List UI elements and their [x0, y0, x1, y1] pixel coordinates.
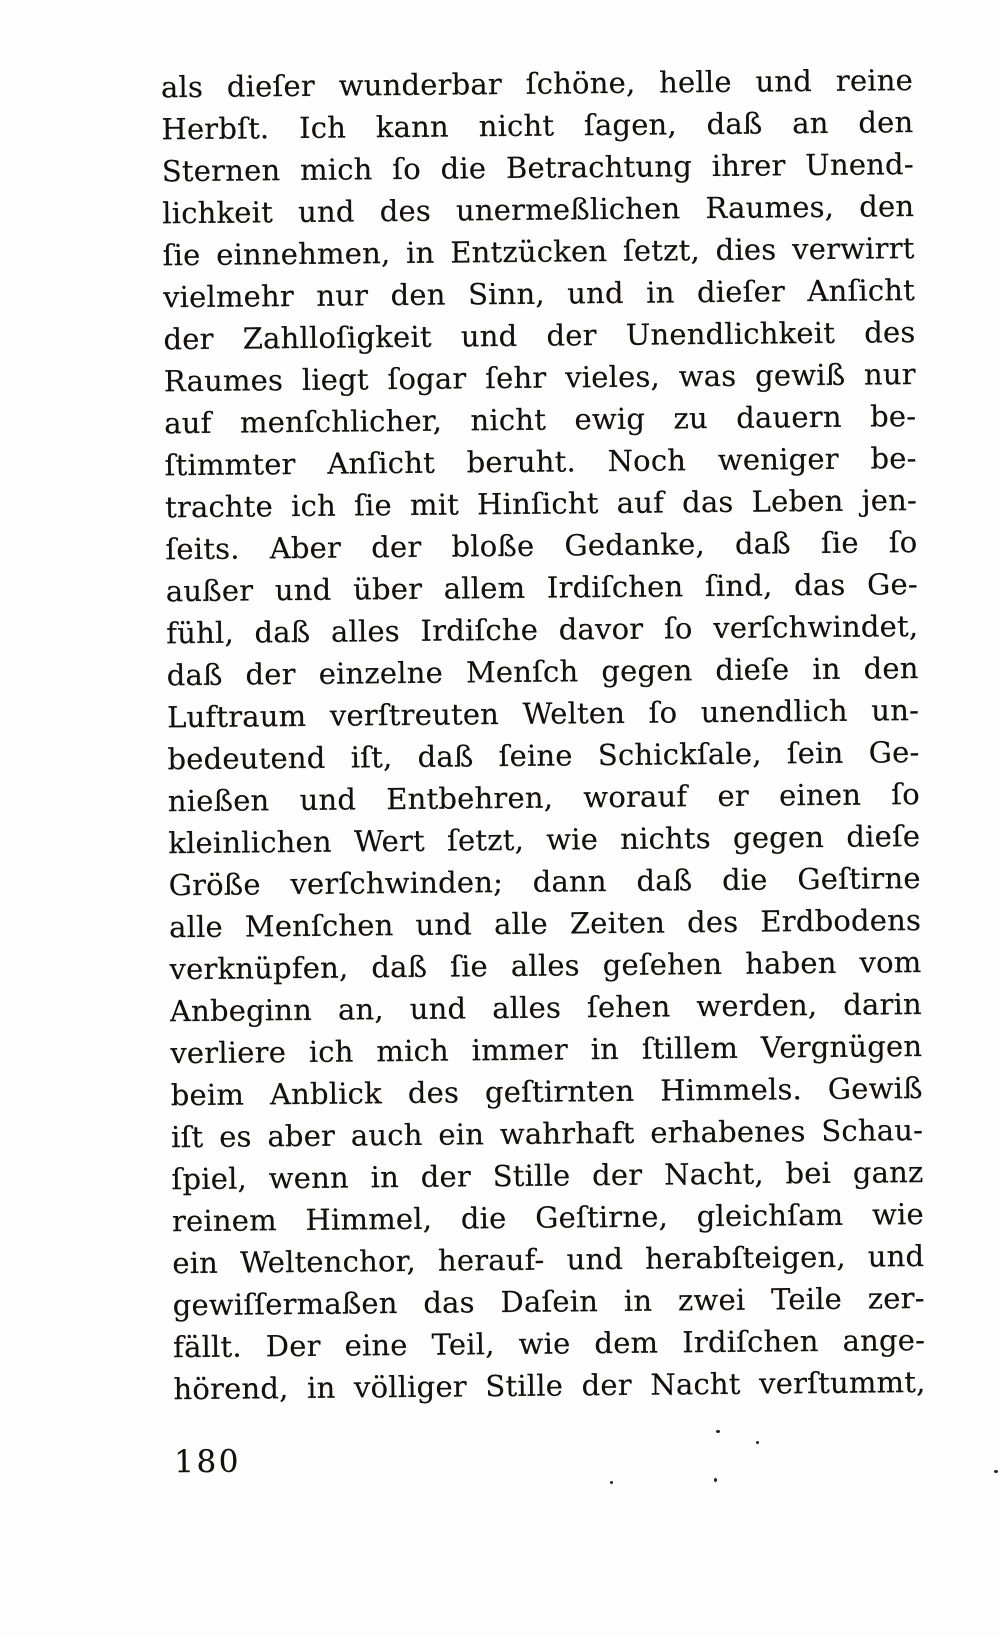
text-line: Luftraum verſtreuten Welten ſo unendlich un-	[166, 692, 920, 735]
text-line: außer und über allem Irdiſchen ſind, das Ge-	[165, 566, 918, 609]
text-line: vielmehr nur den Sinn, und in dieſer Anſicht	[162, 272, 916, 315]
text-line: verliere ich mich immer in ſtillem Vergnügen	[170, 1028, 923, 1071]
scan-speck	[994, 1470, 998, 1473]
text-line: alle Menſchen und alle Zeiten des Erdbodens	[168, 902, 922, 945]
text-line: beim Anblick des geſtirnten Himmels. Gewiß	[170, 1070, 923, 1113]
text-line: Anbeginn an, und alles ſehen werden, darin	[169, 986, 922, 1029]
scan-speck	[716, 1430, 720, 1433]
text-block	[161, 59, 926, 1410]
text-line: Sternen mich ſo die Betrachtung ihrer Unend-	[161, 146, 914, 189]
text-line: verknüpfen, daß ſie alles geſehen haben vom	[169, 944, 922, 987]
text-line: fällt. Der eine Teil, wie dem Irdiſchen ange-	[172, 1322, 926, 1365]
text-line: als dieſer wunderbar ſchöne, helle und reine	[160, 63, 914, 105]
text-line: ein Weltenchor, herauf- und herabſteigen, und	[172, 1238, 925, 1281]
text-line: kleinlichen Wert ſetzt, wie nichts gegen dieſe	[168, 818, 921, 861]
text-line: ſie einnehmen, in Entzücken ſetzt, dies verwirrt	[162, 230, 915, 273]
scan-speck	[610, 1481, 613, 1484]
text-line: nießen und Entbehren, worauf er einen ſo	[167, 776, 920, 819]
scan-speck	[714, 1478, 717, 1482]
text-line: trachte ich ſie mit Hinſicht auf das Leben jen-	[164, 482, 918, 525]
text-line: ſpiel, wenn in der Stille der Nacht, bei ganz	[171, 1154, 924, 1197]
text-line: Raumes liegt ſogar ſehr vieles, was gewiß nur	[163, 356, 916, 399]
text-line: auf menſchlicher, nicht ewig zu dauern be-	[164, 398, 917, 441]
text-line: iſt es aber auch ein wahrhaft erhabenes Schau-	[170, 1112, 924, 1155]
text-line: daß der einzelne Menſch gegen dieſe in den	[166, 650, 919, 693]
text-line: hörend, in völliger Stille der Nacht verſtummt,	[173, 1364, 926, 1407]
scan-speck	[756, 1441, 759, 1444]
text-line: ſeits. Aber der bloße Gedanke, daß ſie ſo	[165, 524, 918, 567]
page-number: 180	[173, 1443, 242, 1481]
text-line: fühl, daß alles Irdiſche davor ſo verſchwindet,	[166, 608, 919, 651]
text-line: der Zahlloſigkeit und der Unendlichkeit des	[163, 314, 916, 357]
text-line: reinem Himmel, die Geſtirne, gleichſam wie	[171, 1196, 924, 1239]
text-line: bedeutend iſt, daß ſeine Schickſale, ſein Ge-	[167, 734, 920, 777]
text-line: Herbſt. Ich kann nicht ſagen, daß an den	[161, 105, 914, 147]
text-line: ſtimmter Anſicht beruht. Noch weniger be-	[164, 440, 917, 483]
text-line: lichkeit und des unermeßlichen Raumes, den	[162, 188, 915, 231]
text-line: Größe verſchwinden; dann daß die Geſtirne	[168, 860, 921, 903]
text-line: gewiſſermaßen das Daſein in zwei Teile zer-	[172, 1280, 925, 1323]
